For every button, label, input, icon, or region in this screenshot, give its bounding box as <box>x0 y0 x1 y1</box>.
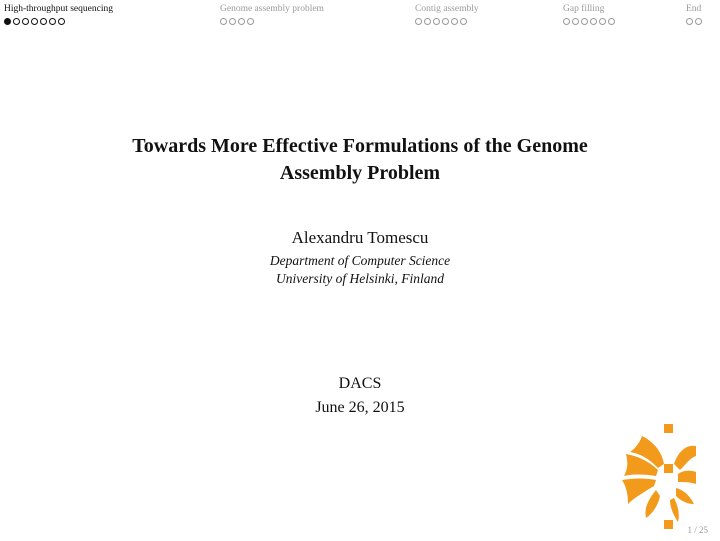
nav-slide-dot[interactable] <box>695 18 702 25</box>
nav-label[interactable]: High-throughput sequencing <box>4 4 113 14</box>
page-number: 1 / 25 <box>687 525 708 535</box>
nav-slide-dot[interactable] <box>424 18 431 25</box>
nav-slide-dot[interactable] <box>581 18 588 25</box>
nav-label[interactable]: Gap filling <box>563 4 605 14</box>
nav-section-high-throughput-sequencing[interactable] <box>4 3 113 25</box>
nav-label[interactable]: Contig assembly <box>415 4 479 14</box>
nav-slide-dot[interactable] <box>22 18 29 25</box>
nav-section-genome-assembly-problem[interactable] <box>220 3 324 25</box>
nav-dots <box>4 18 113 25</box>
title-line-1: Towards More Effective Formulations of the Genome <box>132 135 588 157</box>
nav-slide-dot[interactable] <box>433 18 440 25</box>
nav-divider <box>0 31 720 32</box>
nav-section-contig-assembly[interactable] <box>415 3 479 25</box>
nav-slide-dot[interactable] <box>49 18 56 25</box>
nav-slide-dot[interactable] <box>40 18 47 25</box>
nav-slide-dot[interactable] <box>599 18 606 25</box>
nav-slide-dot[interactable] <box>220 18 227 25</box>
title-line-2: Assembly Problem <box>279 162 441 184</box>
nav-slide-dot[interactable] <box>590 18 597 25</box>
author-university: University of Helsinki, Finland <box>276 271 444 286</box>
nav-slide-dot[interactable] <box>686 18 693 25</box>
nav-section-end[interactable] <box>686 3 702 25</box>
nav-slide-dot[interactable] <box>4 18 11 25</box>
nav-slide-dot[interactable] <box>608 18 615 25</box>
event-name: DACS <box>338 375 382 392</box>
presentation-date: June 26, 2015 <box>315 399 405 416</box>
author-name: Alexandru Tomescu <box>291 228 429 247</box>
slide-title <box>60 133 660 187</box>
nav-section-gap-filling[interactable] <box>563 3 615 25</box>
nav-slide-dot[interactable] <box>451 18 458 25</box>
nav-dots <box>415 18 479 25</box>
nav-dots <box>563 18 615 25</box>
nav-label[interactable]: End <box>686 4 702 14</box>
nav-slide-dot[interactable] <box>58 18 65 25</box>
nav-label[interactable]: Genome assembly problem <box>220 4 324 14</box>
nav-slide-dot[interactable] <box>31 18 38 25</box>
author-department: Department of Computer Science <box>269 253 451 268</box>
nav-slide-dot[interactable] <box>415 18 422 25</box>
nav-slide-dot[interactable] <box>460 18 467 25</box>
nav-slide-dot[interactable] <box>572 18 579 25</box>
nav-slide-dot[interactable] <box>247 18 254 25</box>
nav-slide-dot[interactable] <box>229 18 236 25</box>
nav-slide-dot[interactable] <box>238 18 245 25</box>
nav-dots <box>220 18 324 25</box>
nav-slide-dot[interactable] <box>13 18 20 25</box>
nav-slide-dot[interactable] <box>563 18 570 25</box>
flame-logo-icon <box>620 424 696 536</box>
nav-slide-dot[interactable] <box>442 18 449 25</box>
nav-dots <box>686 18 702 25</box>
university-of-helsinki-flame-logo <box>620 424 696 540</box>
navigation-bar <box>0 0 720 32</box>
